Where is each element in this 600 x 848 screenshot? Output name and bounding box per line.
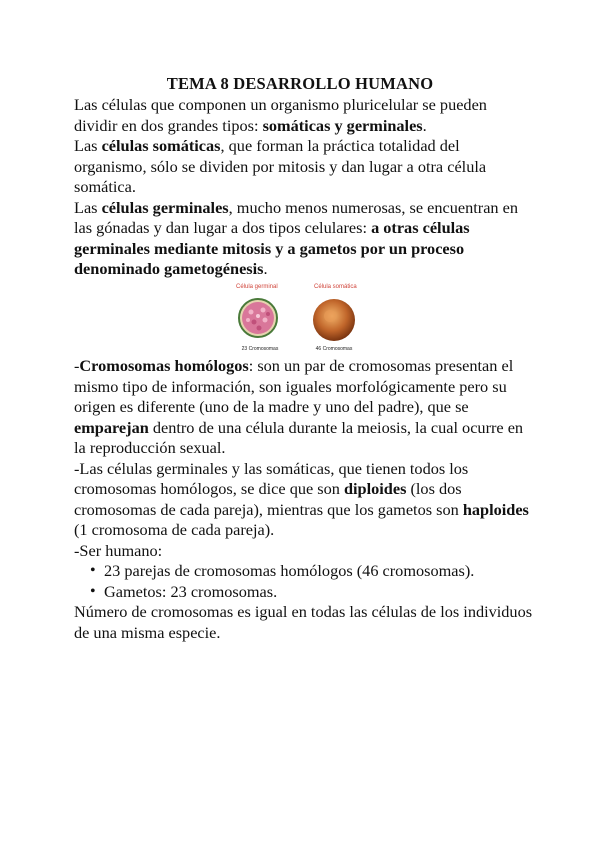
text: dentro de una célula durante la meiosis, la cual ocurre en la reproducción sexual. xyxy=(74,417,524,457)
text: (1 cromosoma de cada pareja). xyxy=(74,520,275,539)
bold-text: haploides xyxy=(462,499,529,519)
somatic-cell-panel xyxy=(304,284,370,354)
paragraph-germinal-cells xyxy=(74,198,534,280)
text: : son un par de cromosomas presentan el mismo tipo de información, son iguales morfológicamente pero su origen es diferente (uno de la madre y uno del padre), que se xyxy=(74,356,514,416)
paragraph-homologous xyxy=(74,356,534,459)
somatic-caption: 46 Cromosomas xyxy=(315,346,353,352)
details-section xyxy=(74,356,534,643)
somatic-cell-image xyxy=(304,284,370,354)
text: Las xyxy=(74,136,102,155)
paragraph-somatic-cells xyxy=(74,136,534,198)
text: -Las células germinales y las somáticas, que tienen todos los cromosomas homólogos, se dice que son xyxy=(74,458,469,498)
text: . xyxy=(422,115,427,135)
bold-text: células germinales xyxy=(101,197,229,217)
bold-text: a otras células germinales mediante mitosis y a gametos por un proceso denominado gametogénesis xyxy=(74,218,470,278)
text: Las xyxy=(74,197,102,217)
germinal-cell-panel xyxy=(230,284,296,354)
page-title: TEMA 8 DESARROLLO HUMANO xyxy=(166,74,434,93)
text: - xyxy=(74,356,80,375)
paragraph-human: -Ser humano: xyxy=(74,540,163,560)
bullet-list xyxy=(74,561,534,602)
list-item-text: 23 parejas de cromosomas homólogos (46 cromosomas). xyxy=(104,561,475,580)
cell-figure xyxy=(230,284,370,354)
germinal-caption: 23 Cromosomas xyxy=(241,346,279,352)
list-item-text: Gametos: 23 cromosomas. xyxy=(104,581,278,601)
paragraph-species: Número de cromosomas es igual en todas las células de los individuos de una misma especie. xyxy=(74,602,533,642)
bold-text: células somáticas xyxy=(101,136,221,155)
bold-text: somáticas y germinales xyxy=(262,115,423,135)
text: Las células que componen un organismo pluricelular se pueden dividir en dos grandes tipos: xyxy=(74,95,487,135)
somatic-label: Célula somática xyxy=(314,284,357,290)
bold-text: Cromosomas homólogos xyxy=(79,356,249,375)
list-item xyxy=(74,582,534,603)
text: (los dos cromosomas de cada pareja), mientras que los gametos son xyxy=(74,479,463,519)
bold-text: diploides xyxy=(343,479,407,498)
bold-text: emparejan xyxy=(74,417,149,437)
germinal-label: Célula germinal xyxy=(236,284,278,290)
text: , que forman la práctica totalidad del organismo, sólo se dividen por mitosis y dan lugar a otra célula somática. xyxy=(74,136,487,196)
paragraph-diploid-haploid xyxy=(74,459,534,541)
paragraph-cell-types xyxy=(74,95,534,136)
bullet-icon: • xyxy=(90,582,96,600)
text: . xyxy=(263,259,268,278)
list-item xyxy=(74,561,534,582)
bullet-icon: • xyxy=(90,562,96,579)
intro-section xyxy=(74,95,534,280)
germinal-cell-image xyxy=(230,284,296,354)
text: , mucho menos numerosas, se encuentran en las gónadas y dan lugar a dos tipos celulares: xyxy=(74,197,518,237)
